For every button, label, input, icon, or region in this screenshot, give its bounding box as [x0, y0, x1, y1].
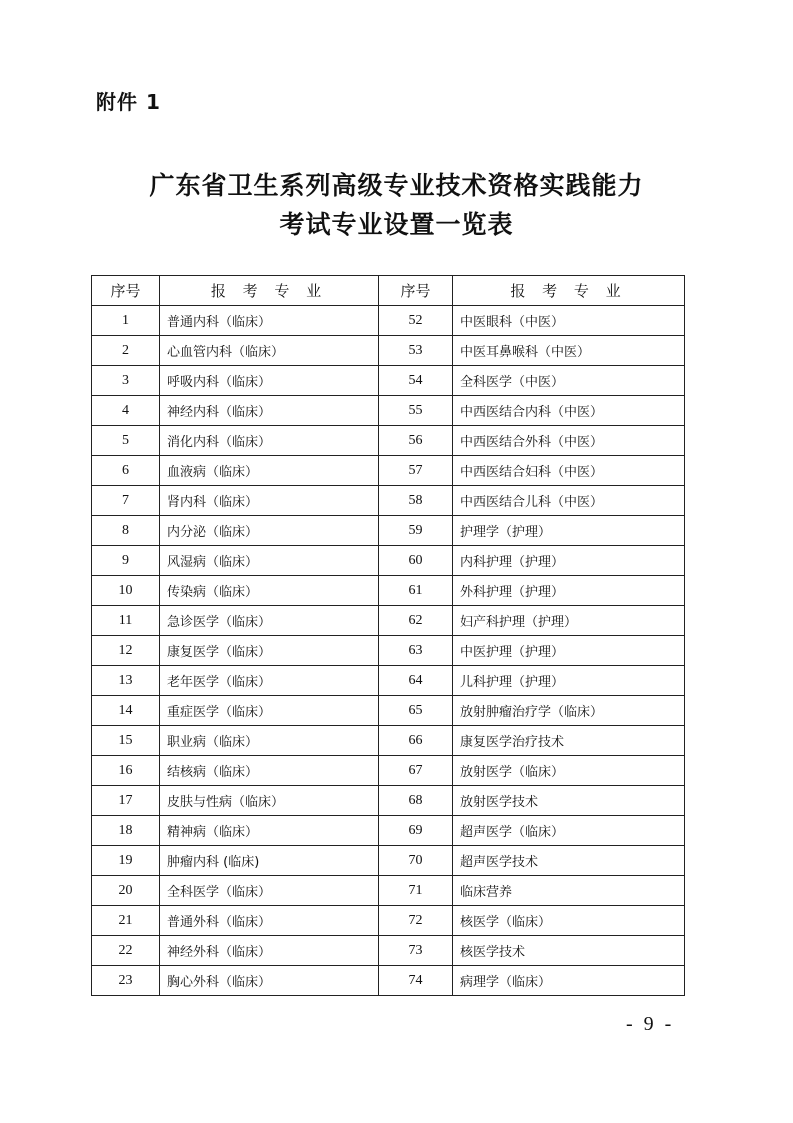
right-seq-cell: 74	[379, 966, 453, 996]
document-title-line-1: 广东省卫生系列高级专业技术资格实践能力	[149, 171, 644, 200]
right-seq-cell: 73	[379, 936, 453, 966]
right-seq-cell: 56	[379, 426, 453, 456]
right-seq-cell: 58	[379, 486, 453, 516]
left-specialty-cell: 肾内科（临床）	[160, 486, 379, 516]
right-specialty-cell: 康复医学治疗技术	[453, 726, 685, 756]
table-row	[92, 966, 685, 996]
table-row	[92, 906, 685, 936]
table-row	[92, 696, 685, 726]
left-specialty-cell: 康复医学（临床）	[160, 636, 379, 666]
left-specialty-cell: 血液病（临床）	[160, 456, 379, 486]
right-seq-cell: 61	[379, 576, 453, 606]
right-specialty-cell: 外科护理（护理）	[453, 576, 685, 606]
right-seq-cell: 52	[379, 306, 453, 336]
table-row	[92, 666, 685, 696]
right-seq-cell: 59	[379, 516, 453, 546]
right-seq-cell: 67	[379, 756, 453, 786]
left-specialty-cell: 风湿病（临床）	[160, 546, 379, 576]
left-seq-cell: 9	[92, 546, 160, 576]
left-specialty-cell: 普通内科（临床）	[160, 306, 379, 336]
document-title-line-2: 考试专业设置一览表	[279, 210, 514, 239]
left-seq-cell: 18	[92, 816, 160, 846]
page-number: - 9 -	[626, 1013, 675, 1035]
specialty-table	[91, 275, 685, 996]
right-seq-cell: 64	[379, 666, 453, 696]
right-specialty-cell: 放射医学技术	[453, 786, 685, 816]
right-specialty-cell: 全科医学（中医）	[453, 366, 685, 396]
table-row	[92, 936, 685, 966]
table-row	[92, 576, 685, 606]
left-specialty-cell: 神经外科（临床）	[160, 936, 379, 966]
right-seq-cell: 55	[379, 396, 453, 426]
table-row	[92, 846, 685, 876]
left-specialty-cell: 胸心外科（临床）	[160, 966, 379, 996]
right-specialty-cell: 中西医结合内科（中医）	[453, 396, 685, 426]
left-seq-cell: 14	[92, 696, 160, 726]
right-seq-cell: 62	[379, 606, 453, 636]
table-row	[92, 456, 685, 486]
table-row	[92, 396, 685, 426]
table-row	[92, 876, 685, 906]
left-specialty-cell: 神经内科（临床）	[160, 396, 379, 426]
right-specialty-cell: 病理学（临床）	[453, 966, 685, 996]
left-seq-cell: 8	[92, 516, 160, 546]
left-specialty-cell: 肿瘤内科 (临床)	[160, 846, 379, 876]
right-specialty-cell: 中医护理（护理）	[453, 636, 685, 666]
table-row	[92, 756, 685, 786]
right-specialty-cell: 核医学（临床）	[453, 906, 685, 936]
right-specialty-cell: 妇产科护理（护理）	[453, 606, 685, 636]
right-seq-cell: 63	[379, 636, 453, 666]
left-seq-cell: 23	[92, 966, 160, 996]
left-seq-cell: 1	[92, 306, 160, 336]
right-seq-cell: 71	[379, 876, 453, 906]
left-seq-cell: 4	[92, 396, 160, 426]
left-seq-cell: 3	[92, 366, 160, 396]
left-seq-cell: 10	[92, 576, 160, 606]
left-seq-cell: 13	[92, 666, 160, 696]
right-seq-cell: 72	[379, 906, 453, 936]
right-seq-cell: 53	[379, 336, 453, 366]
right-seq-cell: 70	[379, 846, 453, 876]
left-specialty-cell: 急诊医学（临床）	[160, 606, 379, 636]
header-specialty-right: 报 考 专 业	[453, 276, 685, 306]
left-specialty-cell: 消化内科（临床）	[160, 426, 379, 456]
table-row	[92, 366, 685, 396]
left-seq-cell: 16	[92, 756, 160, 786]
right-seq-cell: 60	[379, 546, 453, 576]
table-row	[92, 336, 685, 366]
table-row	[92, 636, 685, 666]
right-seq-cell: 65	[379, 696, 453, 726]
right-specialty-cell: 内科护理（护理）	[453, 546, 685, 576]
left-seq-cell: 22	[92, 936, 160, 966]
table-row	[92, 606, 685, 636]
right-specialty-cell: 中西医结合妇科（中医）	[453, 456, 685, 486]
left-specialty-cell: 重症医学（临床）	[160, 696, 379, 726]
right-specialty-cell: 中西医结合儿科（中医）	[453, 486, 685, 516]
table-header-row	[92, 276, 685, 306]
right-seq-cell: 69	[379, 816, 453, 846]
left-specialty-cell: 精神病（临床）	[160, 816, 379, 846]
left-seq-cell: 12	[92, 636, 160, 666]
right-seq-cell: 68	[379, 786, 453, 816]
table-row	[92, 426, 685, 456]
left-specialty-cell: 传染病（临床）	[160, 576, 379, 606]
attachment-label: 附件 1	[96, 90, 161, 114]
right-specialty-cell: 中医耳鼻喉科（中医）	[453, 336, 685, 366]
left-seq-cell: 17	[92, 786, 160, 816]
right-seq-cell: 57	[379, 456, 453, 486]
left-specialty-cell: 结核病（临床）	[160, 756, 379, 786]
header-seq-right: 序号	[379, 276, 453, 306]
left-specialty-cell: 皮肤与性病（临床）	[160, 786, 379, 816]
right-specialty-cell: 超声医学技术	[453, 846, 685, 876]
left-specialty-cell: 全科医学（临床）	[160, 876, 379, 906]
header-specialty-left: 报 考 专 业	[160, 276, 379, 306]
table-row	[92, 726, 685, 756]
left-specialty-cell: 内分泌（临床）	[160, 516, 379, 546]
table-body	[92, 306, 685, 996]
left-seq-cell: 7	[92, 486, 160, 516]
right-specialty-cell: 儿科护理（护理）	[453, 666, 685, 696]
left-seq-cell: 2	[92, 336, 160, 366]
left-specialty-cell: 普通外科（临床）	[160, 906, 379, 936]
right-specialty-cell: 中医眼科（中医）	[453, 306, 685, 336]
right-specialty-cell: 放射肿瘤治疗学（临床）	[453, 696, 685, 726]
left-specialty-cell: 呼吸内科（临床）	[160, 366, 379, 396]
left-seq-cell: 5	[92, 426, 160, 456]
right-specialty-cell: 护理学（护理）	[453, 516, 685, 546]
right-specialty-cell: 超声医学（临床）	[453, 816, 685, 846]
right-seq-cell: 66	[379, 726, 453, 756]
table-row	[92, 786, 685, 816]
table-row	[92, 516, 685, 546]
right-seq-cell: 54	[379, 366, 453, 396]
right-specialty-cell: 临床营养	[453, 876, 685, 906]
left-specialty-cell: 老年医学（临床）	[160, 666, 379, 696]
right-specialty-cell: 中西医结合外科（中医）	[453, 426, 685, 456]
left-specialty-cell: 职业病（临床）	[160, 726, 379, 756]
right-specialty-cell: 核医学技术	[453, 936, 685, 966]
left-seq-cell: 19	[92, 846, 160, 876]
left-specialty-cell: 心血管内科（临床）	[160, 336, 379, 366]
left-seq-cell: 20	[92, 876, 160, 906]
left-seq-cell: 21	[92, 906, 160, 936]
table-row	[92, 486, 685, 516]
table-row	[92, 816, 685, 846]
left-seq-cell: 15	[92, 726, 160, 756]
table-row	[92, 306, 685, 336]
table-row	[92, 546, 685, 576]
right-specialty-cell: 放射医学（临床）	[453, 756, 685, 786]
left-seq-cell: 11	[92, 606, 160, 636]
header-seq-left: 序号	[92, 276, 160, 306]
left-seq-cell: 6	[92, 456, 160, 486]
